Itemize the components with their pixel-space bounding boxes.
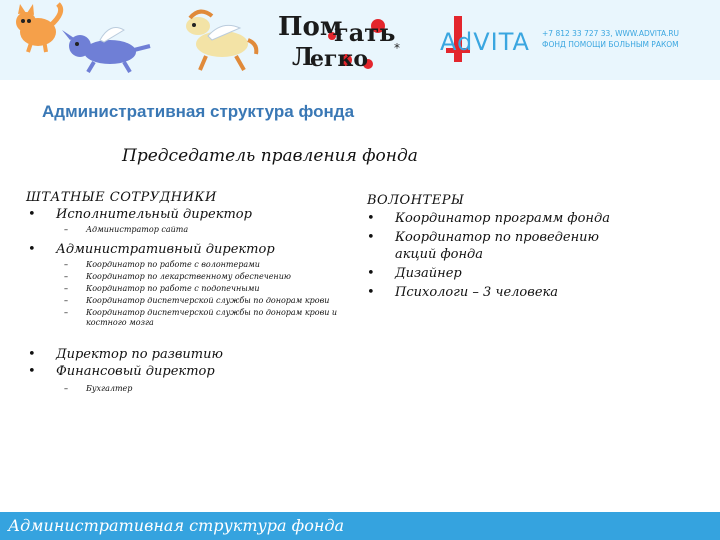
dash-icon: – (64, 284, 68, 293)
bullet-icon: • (367, 230, 375, 245)
staff-item (26, 346, 346, 363)
staff-item (26, 241, 346, 258)
staff-subitem (26, 296, 346, 306)
bullet-icon: • (28, 347, 36, 362)
volunteer-item-label: Координатор по проведению акций фонда (395, 230, 599, 262)
footer-title: Административная структура фонда (8, 516, 345, 535)
volunteer-item-label: Дизайнер (395, 266, 462, 281)
staff-column (26, 190, 346, 394)
volunteers-heading: ВОЛОНТЕРЫ (367, 193, 465, 208)
dog-illustration (62, 28, 150, 72)
staff-subitem-label: Координатор по работе с подопечными (86, 284, 260, 293)
chairman-heading: Председатель правления фонда (122, 146, 418, 166)
staff-subitem (26, 284, 346, 294)
footer-bar (0, 512, 720, 540)
bullet-icon: • (367, 211, 375, 226)
bullet-icon: • (367, 285, 375, 300)
header-banner (0, 0, 720, 80)
volunteer-item-label: Психологи – 3 человека (395, 285, 559, 300)
volunteer-item (367, 265, 627, 282)
pomogat-legko-logo: * Пом гать Л егко (278, 12, 400, 72)
volunteer-item (367, 210, 627, 227)
bullet-icon: • (28, 207, 36, 222)
staff-subitem-label: Координатор по работе с волонтерами (86, 260, 260, 269)
staff-subitem-label: Администратор сайта (86, 225, 189, 234)
dash-icon: – (64, 384, 68, 393)
dash-icon: – (64, 296, 68, 305)
staff-item-label: Финансовый директор (56, 364, 215, 379)
staff-subitem (26, 225, 346, 235)
volunteer-item-label: Координатор программ фонда (395, 211, 610, 226)
staff-item-label: Исполнительный директор (56, 207, 252, 222)
dash-icon: – (64, 260, 68, 269)
bullet-icon: • (28, 242, 36, 257)
staff-subitem-label: Бухгалтер (86, 384, 133, 393)
dash-icon: – (64, 308, 68, 317)
bullet-icon: • (28, 364, 36, 379)
cat-illustration (16, 4, 61, 52)
bullet-icon: • (367, 266, 375, 281)
animal-illustrations (0, 0, 260, 80)
horse-illustration (186, 11, 256, 70)
org-contacts (542, 28, 679, 50)
fund-line: ФОНД ПОМОЩИ БОЛЬНЫМ РАКОМ (542, 40, 679, 49)
staff-subitem-label: Координатор диспетчерской службы по донорам крови и костного мозга (86, 308, 338, 327)
contact-line: +7 812 33 727 33, WWW.ADVITA.RU (542, 29, 680, 38)
staff-subitem-label: Координатор по лекарственному обеспечению (86, 272, 291, 281)
staff-subitem (26, 260, 346, 270)
staff-heading: ШТАТНЫЕ СОТРУДНИКИ (26, 190, 217, 205)
advita-logo (438, 16, 720, 62)
volunteer-item (367, 229, 627, 263)
staff-item (26, 363, 346, 380)
dash-icon: – (64, 225, 68, 234)
staff-item (26, 206, 346, 223)
page-title: Административная структура фонда (42, 102, 355, 121)
dash-icon: – (64, 272, 68, 281)
staff-subitem-label: Координатор диспетчерской службы по донорам крови (86, 296, 330, 305)
volunteers-column (367, 193, 627, 301)
org-name: AdVITA (440, 28, 530, 56)
staff-item-label: Административный директор (56, 242, 275, 257)
staff-subitem (26, 272, 346, 282)
svg-text:*: * (394, 41, 400, 55)
staff-subitem (26, 308, 346, 328)
staff-subitem (26, 384, 346, 394)
staff-item-label: Директор по развитию (56, 347, 223, 362)
volunteer-item (367, 284, 627, 301)
